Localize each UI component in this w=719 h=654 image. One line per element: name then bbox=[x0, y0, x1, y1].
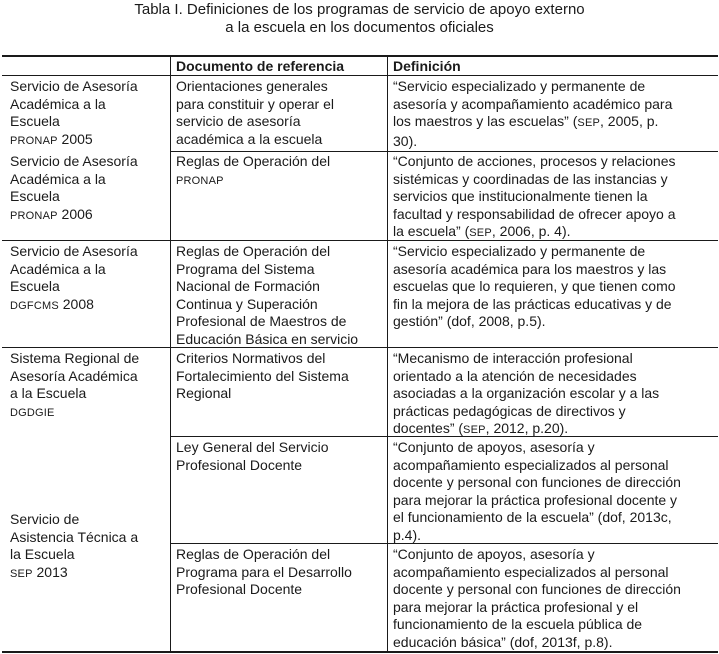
caption-line-1: Tabla I. Definiciones de los programas de servicio de apoyo externo bbox=[134, 1, 585, 18]
rule-bottom bbox=[2, 651, 718, 653]
service-pronap-2005: Servicio de Asesoría Académica a la Escuela PRONAP 2005 bbox=[10, 78, 138, 147]
rule-header-bottom bbox=[2, 75, 718, 76]
definition-row-2: “Conjunto de acciones, procesos y relaciones sistémicas y coordinadas de las instancias y servicios que institucionalmente tienen la facultad y responsabilidad de ofrecer apoyo a la escuela” (SEP, 2006, p. 4). bbox=[393, 153, 676, 239]
definition-row-1: “Servicio especializado y permanente de asesoría y acompañamiento académico para los maestros y las escuelas” (SEP, 2005, p. 30). bbox=[393, 78, 673, 149]
document-row-6: Reglas de Operación del Programa para el Desarrollo Profesional Docente bbox=[176, 546, 352, 597]
table-caption bbox=[0, 0, 719, 37]
service-dgfcms-2008: Servicio de Asesoría Académica a la Escuela DGFCMS 2008 bbox=[10, 243, 138, 312]
rule-col-divider-1 bbox=[170, 55, 171, 653]
document-row-5: Ley General del Servicio Profesional Docente bbox=[176, 439, 329, 473]
service-dgdgie: Sistema Regional de Asesoría Académica a la Escuela DGDGIE bbox=[10, 350, 140, 419]
header-documento: Documento de referencia bbox=[176, 58, 345, 74]
rule-col-divider-2 bbox=[387, 55, 388, 653]
definition-row-5: “Conjunto de apoyos, asesoría y acompañamiento especializados al personal docente y personal con funciones de dirección para mejorar la práctica profesional docente y el funcionamiento de la escuela” (dof, 2013c, p.4). bbox=[393, 439, 681, 543]
rule-row1-bottom bbox=[170, 151, 718, 152]
rule-top bbox=[2, 55, 718, 57]
definition-row-3: “Servicio especializado y permanente de asesoría académica para los maestros y las escuelas que lo requieren, y que tienen como fin la mejora de las prácticas educativas y de gestión” (dof, 2008, p.5). bbox=[393, 243, 676, 329]
document-row-3: Reglas de Operación del Programa del Sistema Nacional de Formación Continua y Superación Profesional de Maestros de Educación Básica en servicio bbox=[176, 243, 359, 347]
header-definicion: Definición bbox=[393, 58, 461, 74]
service-sep-2013: Servicio de Asistencia Técnica a la Escuela SEP 2013 bbox=[10, 511, 139, 580]
definition-row-6: “Conjunto de apoyos, asesoría y acompañamiento especializados al personal docente y personal con funciones de dirección para mejorar la práctica profesional y el funcionamiento de la escuela pública de educación básica” (dof, 2013f, p.8). bbox=[393, 546, 681, 650]
rule-row3-bottom bbox=[2, 347, 718, 348]
caption-line-2: a la escuela en los documentos oficiales bbox=[225, 19, 494, 36]
document-row-1: Orientaciones generales para constituir y operar el servicio de asesoría académica a la escuela bbox=[176, 78, 334, 147]
definition-row-4: “Mecanismo de interacción profesional orientado a la atención de necesidades asociadas a la organización escolar y a las prácticas pedagógicas de directivos y docentes” (SEP, 2012, p.20). bbox=[393, 350, 660, 436]
service-pronap-2006: Servicio de Asesoría Académica a la Escuela PRONAP 2006 bbox=[10, 153, 138, 222]
document-row-2: Reglas de Operación del PRONAP bbox=[176, 153, 331, 187]
document-row-4: Criterios Normativos del Fortalecimiento del Sistema Regional bbox=[176, 350, 349, 401]
